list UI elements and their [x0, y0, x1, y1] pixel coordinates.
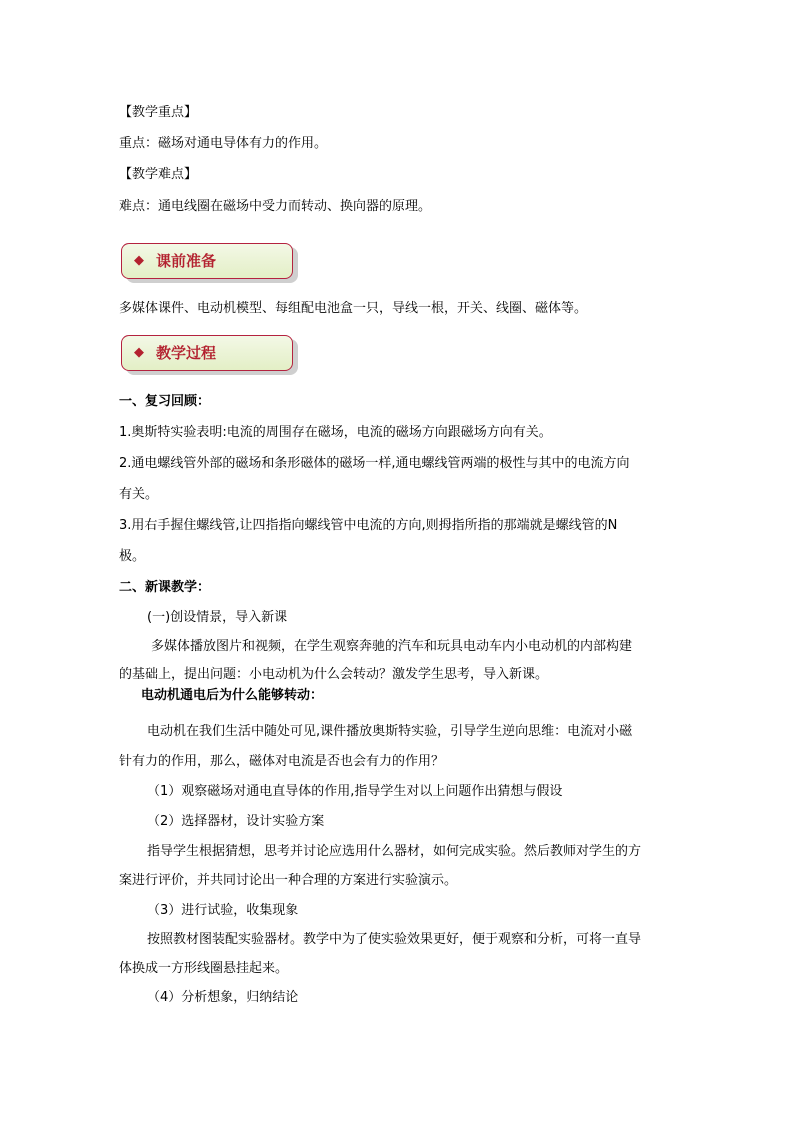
- new-lesson-heading: 二、新课教学：: [119, 580, 211, 595]
- intro-line-1: 多媒体播放图片和视频，在学生观察奔驰的汽车和玩具电动车内小电动机的内部构建: [151, 639, 633, 654]
- key-points-heading: 【教学重点】: [119, 105, 198, 120]
- para-1-line-2: 针有力的作用，那么，磁体对电流是否也会有力的作用？: [119, 754, 445, 769]
- review-item-2-line-2: 有关。: [119, 487, 159, 502]
- banner-process: [121, 335, 293, 371]
- review-heading: 一、复习回顾：: [119, 394, 211, 409]
- banner-process-title: 教学过程: [156, 344, 217, 362]
- para-1-line-1: 电动机在我们生活中随处可见,课件播放奥斯特实验，引导学生逆向思维：电流对小磁: [147, 724, 633, 739]
- step-4: （4）分析想象，归纳结论: [147, 990, 299, 1005]
- key-points-content: 重点：磁场对通电导体有力的作用。: [119, 136, 328, 151]
- new-lesson-sub-1: (一)创设情景，导入新课: [147, 610, 288, 625]
- diamond-icon: ◆: [134, 345, 144, 360]
- diamond-icon: ◆: [134, 253, 144, 268]
- step-1: （1）观察磁场对通电直导体的作用,指导学生对以上问题作出猜想与假设: [147, 784, 563, 799]
- para-2-line-2: 案进行评价，并共同讨论出一种合理的方案进行实验演示。: [119, 873, 458, 888]
- banner-preparation-title: 课前准备: [156, 252, 217, 270]
- step-3: （3）进行试验，收集现象: [147, 903, 299, 918]
- difficulty-heading: 【教学难点】: [119, 167, 198, 182]
- step-2: （2）选择器材，设计实验方案: [147, 814, 325, 829]
- review-item-3-line-2: 极。: [119, 549, 146, 564]
- difficulty-content: 难点：通电线圈在磁场中受力而转动、换向器的原理。: [119, 199, 432, 214]
- intro-line-2: 的基础上，提出问题：小电动机为什么会转动？激发学生思考，导入新课。: [119, 667, 549, 682]
- preparation-text: 多媒体课件、电动机模型、每组配电池盒一只，导线一根，开关、线圈、磁体等。: [119, 301, 588, 316]
- review-item-1: 1.奥斯特实验表明:电流的周围存在磁场，电流的磁场方向跟磁场方向有关。: [119, 425, 552, 440]
- review-item-2-line-1: 2.通电螺线管外部的磁场和条形磁体的磁场一样,通电螺线管两端的极性与其中的电流方向: [119, 456, 630, 471]
- question-heading: 电动机通电后为什么能够转动：: [141, 688, 324, 703]
- banner-preparation: [121, 243, 293, 279]
- review-item-3-line-1: 3.用右手握住螺线管,让四指指向螺线管中电流的方向,则拇指所指的那端就是螺线管的N: [119, 518, 618, 533]
- para-3-line-2: 体换成一方形线圈悬挂起来。: [119, 961, 289, 976]
- para-3-line-1: 按照教材图装配实验器材。教学中为了使实验效果更好，便于观察和分析，可将一直导: [147, 932, 642, 947]
- para-2-line-1: 指导学生根据猜想，思考并讨论应选用什么器材，如何完成实验。然后教师对学生的方: [147, 844, 642, 859]
